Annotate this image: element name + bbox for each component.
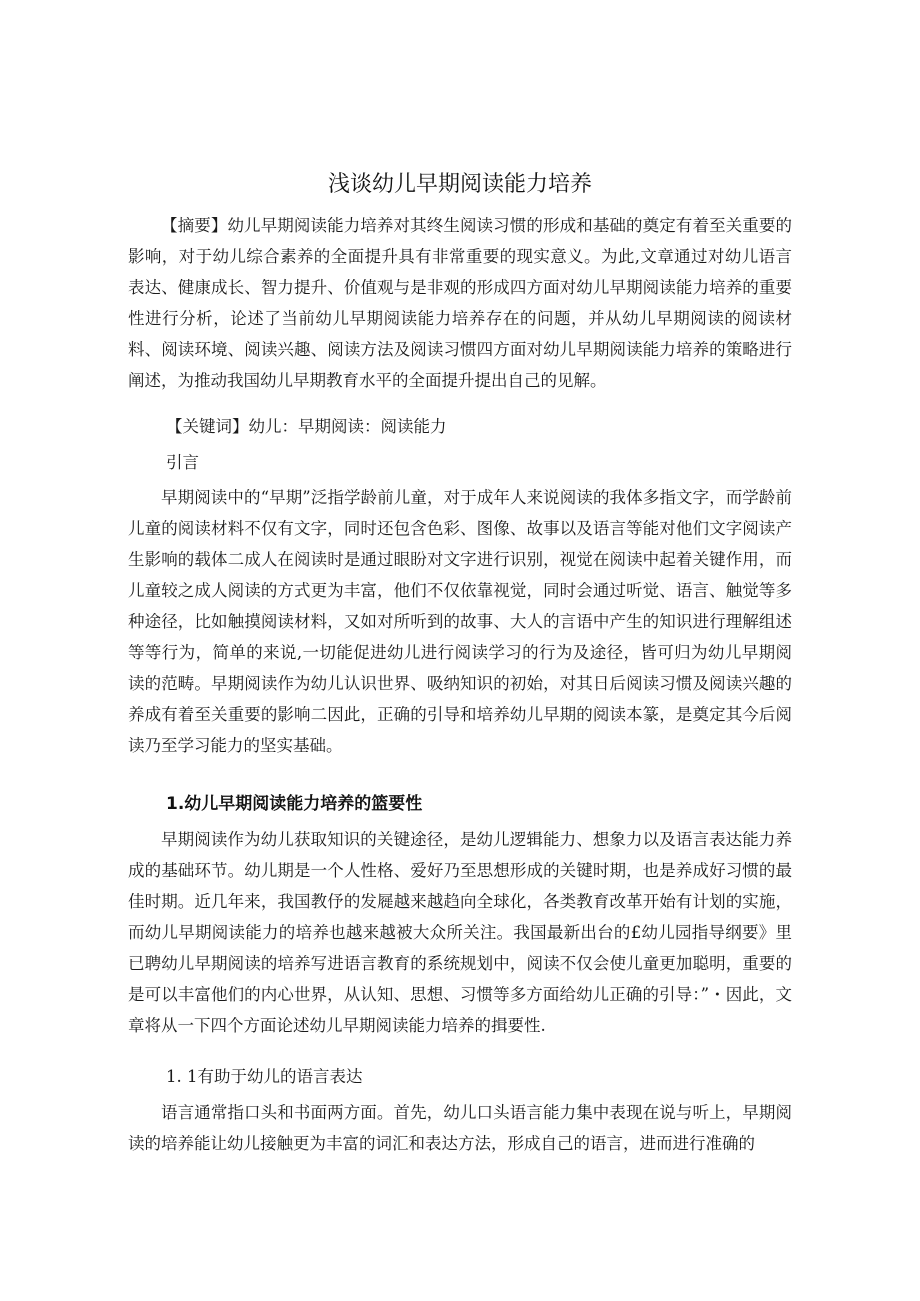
abstract-label: 【摘要】 — [161, 216, 228, 235]
section-1-heading: 1.幼儿早期阅读能力培养的篮要性 — [166, 794, 423, 814]
abstract-text: 幼儿早期阅读能力培养对其终生阅读习惯的形成和基础的奠定有着至关重要的影响，对于幼儿综合素养的全面提升具有非常重要的现实意义。为此,文章通过对幼儿语言表达、健康成长、智力提升、价值观与是非观的形成四方面对幼儿早期阅读能力培养的重要性进行分析，论述了当前幼儿早期阅读能力培养存在的问题，并从幼儿早期阅读的阅读材料、阅读环境、阅读兴趣、阅读方法及阅读习惯四方面对幼儿早期阅读能力培养的策略进行阐述，为推动我国幼儿早期教育水平的全面提升提出自己的见解。 — [128, 216, 793, 390]
abstract-paragraph — [128, 210, 792, 396]
keywords-line — [166, 412, 447, 442]
keywords-text: 幼儿：早期阅读：阅读能力 — [248, 417, 447, 436]
section-1-paragraph: 早期阅读作为幼儿获取知识的关键途径，是幼儿逻辑能力、想象力以及语言表达能力养成的基础环节。幼儿期是一个人性格、爱好乃至思想形成的关键时期，也是养成好习惯的最佳时期。近几年来，我国教伃的发屣越来越趋向全球化，各类教育改革开始有计划的实施，而幼儿早期阅读能力的培养也越来越被大众所关注。我国最新出台的£幼儿园指导纲要》里已聘幼儿早期阅读的培养写进语言教育的系统规划中，阅读不仅会使儿童更加聪明，重要的是可以丰富他们的内心世界，从认知、思想、习惯等多方面给幼儿正确的引导：”・因此，文章将从一下四个方面论述幼儿早期阅读能力培养的揖要性. — [128, 830, 792, 1035]
keywords-label: 【关键词】 — [166, 417, 249, 436]
intro-paragraph: 早期阅读中的“早期”泛指学龄前儿童，对于成年人来说阅读的我体多指文字，而学龄前儿童的阅读材料不仅有文字，同时还包含色彩、图像、故事以及语言等能对他们文字阅读产生影响的载体二成人在阅读时是通过眼盼对文字进行识别，视觉在阅读中起着关键作用，而儿童较之成人阅读的方式更为丰富，他们不仅依靠视觉，同时会通过听觉、语言、触觉等多种途径，比如触摸阅读材料，又如对所听到的故事、大人的言语中产生的知识进行理解组述等等行为，简单的来说,一切能促进幼儿进行阅读学习的行为及途径，皆可归为幼儿早期阅读的范畴。早期阅读作为幼儿认识世界、吸纳知识的初始，对其日后阅读习惯及阅读兴趣的养成有着至关重要的影响二因此，正确的引导和培养幼儿早期的阅读本篆，是奠定其今后阅读乃至学习能力的坚实基础。 — [128, 488, 792, 755]
subsection-1-1-heading: 1. 1有助于幼儿的语言表达 — [166, 1067, 363, 1086]
intro-heading: 引言 — [166, 453, 199, 472]
document-title: 浅谈幼儿早期阅读能力培养 — [327, 172, 592, 197]
subsection-1-1-paragraph: 语言通常指口头和书面两方面。首先，幼儿口头语言能力集中表现在说与听上，早期阅读的培养能让幼儿接触更为丰富的词汇和表达方法，形成自己的语言，进而进行准确的 — [128, 1103, 792, 1153]
